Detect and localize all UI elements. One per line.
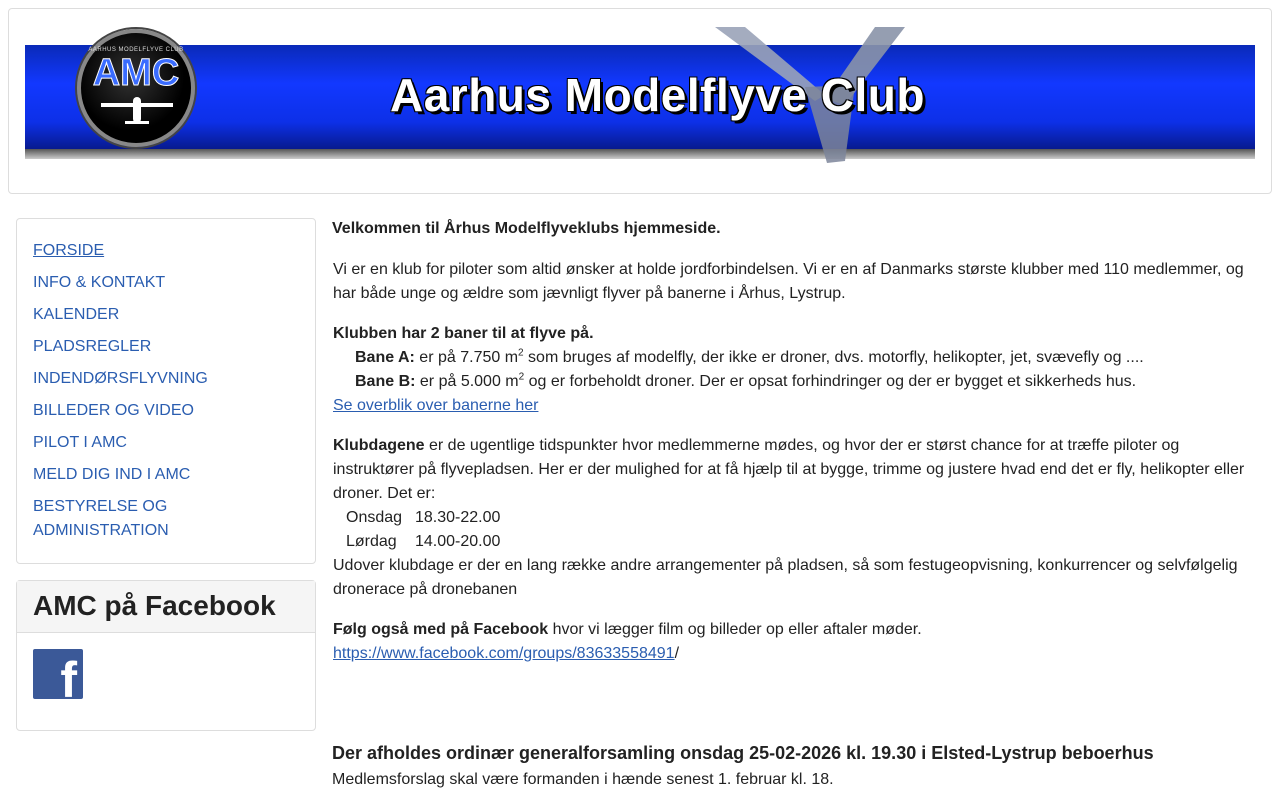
follow-label: Følg også med på Facebook (333, 621, 549, 638)
site-banner[interactable] (25, 25, 1255, 163)
follow-text: hvor vi lægger film og billeder op eller aftaler møder. (548, 621, 922, 638)
schedule-time: 18.30-22.00 (415, 509, 501, 526)
nav-item-kalender[interactable]: KALENDER (33, 306, 120, 323)
clubdays-text: er de ugentlige tidspunkter hvor medlemmerne mødes, og hvor der er størst chance for at træffe piloter og instruktører på flyvepladsen. Her er der mulighed for at få hjælp til at bygge, trimme og justere hvad end det er fly, helikopter eller droner. Det er: (333, 437, 1245, 502)
track-b-label: Bane B: (355, 373, 416, 390)
facebook-section (333, 618, 1253, 666)
header-panel (8, 8, 1272, 194)
track-a-line (333, 346, 1253, 370)
navigation-panel (16, 218, 316, 564)
general-assembly-note: Medlemsforslag skal være formanden i hænde senest 1. februar kl. 18. (332, 771, 834, 788)
track-b-description: og er forbeholdt droner. Der er opsat forhindringer og der er bygget et sikkerheds hus. (524, 373, 1137, 390)
logo-letters: AMC (92, 52, 180, 94)
nav-item-meld-dig-ind[interactable]: MELD DIG IND I AMC (33, 466, 191, 483)
follow-paragraph (333, 618, 1253, 642)
nav-item-billeder-video[interactable]: BILLEDER OG VIDEO (33, 402, 194, 419)
nav-menu (33, 239, 303, 551)
intro-paragraph: Vi er en klub for piloter som altid ønsker at holde jordforbindelsen. Vi er en af Danmarks største klubber med 110 medlemmer, og har både unge og ældre som jævnligt flyver på banerne i Århus, Lystrup. (333, 261, 1244, 302)
track-a-label: Bane A: (355, 349, 415, 366)
nav-item-bestyrelse[interactable]: BESTYRELSE OG ADMINISTRATION (33, 498, 169, 539)
tracks-heading: Klubben har 2 baner til at flyve på. (333, 325, 594, 342)
events-paragraph: Udover klubdage er der en lang række andre arrangementer på pladsen, så som festugeopvisning, konkurrencer og selvfølgelig dronerace på dronebanen (333, 557, 1238, 598)
track-b-area: er på 5.000 m (415, 373, 519, 390)
clubdays-paragraph (333, 434, 1253, 506)
nav-item-pilot-i-amc[interactable]: PILOT I AMC (33, 434, 127, 451)
track-a-sup: 2 (518, 347, 524, 359)
general-assembly-heading: Der afholdes ordinær generalforsamling onsdag 25-02-2026 kl. 19.30 i Elsted-Lystrup beboerhus (332, 743, 1154, 763)
glider-icon (99, 93, 175, 127)
schedule-day: Onsdag (346, 509, 403, 526)
schedule-time: 14.00-20.00 (415, 533, 501, 550)
nav-item-indendoersflyvning[interactable]: INDENDØRSFLYVNING (33, 370, 208, 387)
facebook-link-suffix: / (674, 645, 680, 662)
nav-item-pladsregler[interactable]: PLADSREGLER (33, 338, 152, 355)
track-a-description: som bruges af modelfly, der ikke er droner, dvs. motorfly, helikopter, jet, svævefly og .... (523, 349, 1144, 366)
welcome-heading: Velkommen til Århus Modelflyveklubs hjemmeside. (332, 220, 721, 237)
schedule-row (333, 506, 1253, 530)
track-b-sup: 2 (518, 371, 525, 383)
amc-logo (77, 29, 195, 147)
facebook-panel-heading: AMC på Facebook (17, 581, 315, 633)
schedule-day: Lørdag (346, 533, 397, 550)
track-a-area: er på 7.750 m (414, 349, 519, 366)
tracks-overview-link[interactable]: Se overblik over banerne her (333, 397, 539, 414)
nav-item-info-kontakt[interactable]: INFO & KONTAKT (33, 274, 166, 291)
track-b-line (333, 370, 1253, 394)
facebook-panel (16, 580, 316, 731)
banner-shadow (25, 149, 1255, 159)
nav-item-forside[interactable]: FORSIDE (33, 242, 105, 259)
schedule-row (333, 530, 1253, 554)
logo-small-text: AARHUS MODELFLYVE CLUB (88, 47, 184, 53)
facebook-group-link[interactable]: https://www.facebook.com/groups/83633558491 (333, 645, 675, 662)
banner-title: Aarhus Modelflyve Club (390, 69, 925, 121)
tracks-section (333, 322, 1253, 418)
clubdays-section (333, 434, 1253, 602)
facebook-icon[interactable]: f (33, 649, 83, 699)
clubdays-label: Klubdagene (333, 437, 425, 454)
